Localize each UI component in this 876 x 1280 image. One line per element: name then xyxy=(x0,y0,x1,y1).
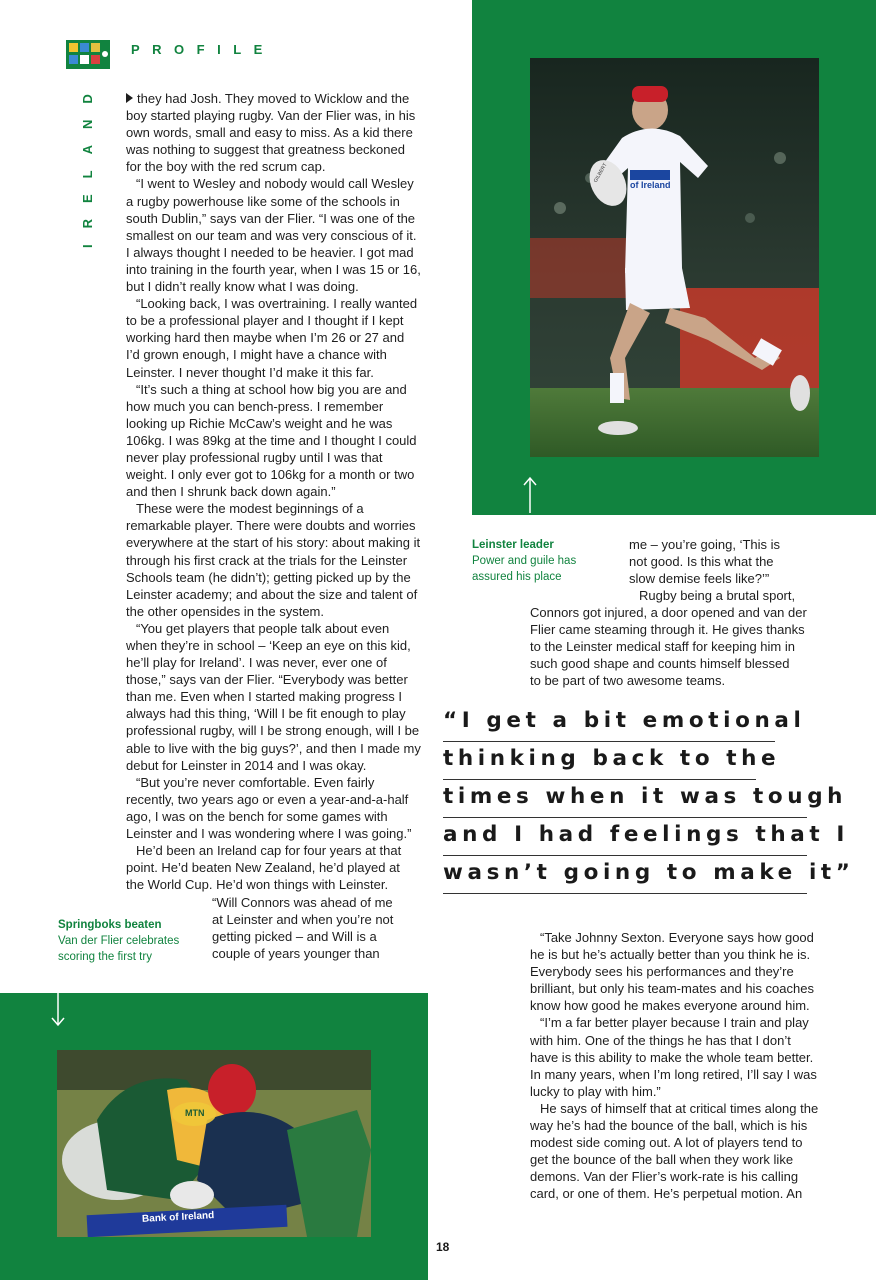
main-column xyxy=(126,90,421,893)
caption-line: assured his place xyxy=(472,571,562,583)
paragraph-4: “It’s such a thing at school how big you are and how much you can bench-press. I remember looking up Richie McCaw’s weight and he was 106kg. I was 89kg at the time and I thought I could never play professional rugby until I was that weight. I only ever got to 106kg for a month or two and then I shrunk back down again.” xyxy=(126,381,417,500)
spine-label: IRELAND xyxy=(80,78,95,248)
main-column-tail xyxy=(212,894,412,962)
jersey-sponsor-text: of Ireland xyxy=(630,180,671,190)
paragraph-6: “You get players that people talk about even when they’re in school – ‘Keep an eye on this kid, he’ll play for Ireland’. I was never, ever one of those,” says van der Flier. “Everybody was better than me. Even when I started making progress I always had this thing, ‘Will I be fit enough to play professional rugby, will I be strong enough, will I be able to live with the big guys?’, and then I made my debut for Leinster in 2014 and I was okay. xyxy=(126,620,421,773)
caption-line: scoring the first try xyxy=(58,951,152,963)
caption-title: Springboks beaten xyxy=(58,919,162,931)
leinster-photo xyxy=(530,58,819,457)
right-lower-column xyxy=(530,929,820,1203)
text-line: not good. Is this what the xyxy=(629,554,774,570)
springboks-photo xyxy=(57,1050,371,1237)
right-upper-short xyxy=(629,536,829,587)
text-line: Connors got injured, a door opened and van der xyxy=(530,605,807,621)
text-line: to the Leinster medical staff for keeping him in xyxy=(530,639,795,655)
tail-line: at Leinster and when you’re not xyxy=(212,912,394,928)
right-upper-paragraph xyxy=(530,587,830,690)
paragraph: He says of himself that at critical times along the way he’s had the bounce of the ball, which is his modest side coming out. A lot of players tend to get the bounce of the ball when they work like demons. Van der Flier’s work-rate is his calling card, or one of them. He’s perpetual motion. An xyxy=(530,1100,819,1202)
paragraph: “I’m a far better player because I train and play with him. One of the things he has that I don’t have is this ability to make the whole team better. In many years, when I’m long retired, I’ll say I was lucky to play with him.” xyxy=(530,1015,817,1099)
text-line: Rugby being a brutal sport, xyxy=(639,588,796,603)
caption-title: Leinster leader xyxy=(472,539,554,551)
paragraph: “Take Johnny Sexton. Everyone says how good he is but he’s actually better than you think he is. Everybody sees his performances and they’re brilliant, but only his team-mates and his coaches know how good he makes everyone around him. xyxy=(530,930,814,1014)
springbok-sponsor-text: MTN xyxy=(185,1108,205,1118)
caption-line: Van der Flier celebrates xyxy=(58,935,180,947)
crest-icon xyxy=(66,40,110,69)
springboks-caption xyxy=(58,917,208,965)
text-line: me – you’re going, ‘This is xyxy=(629,537,781,552)
paragraph-8: He’d been an Ireland cap for four years at that point. He’d beaten New Zealand, he’d played at the World Cup. He’d won things with Leinster. xyxy=(126,843,402,893)
leinster-caption xyxy=(472,537,612,585)
down-arrow-icon xyxy=(50,992,66,1028)
pull-quote-line: thinking back to the xyxy=(443,742,756,780)
page-number: 18 xyxy=(436,1240,450,1254)
pull-quote-line: and I had feelings that I xyxy=(443,818,807,856)
board-text: Bank of Ireland xyxy=(141,1210,215,1225)
right-triangle-bullet-icon xyxy=(126,93,133,103)
up-arrow-icon xyxy=(522,476,538,514)
tail-line: “Will Connors was ahead of me xyxy=(212,895,393,910)
tail-line: getting picked – and Will is a xyxy=(212,929,377,945)
text-line: to be part of two awesome teams. xyxy=(530,673,726,689)
pull-quote-line: times when it was tough xyxy=(443,780,807,818)
tail-line: couple of years younger than xyxy=(212,946,380,962)
ireland-crest-logo xyxy=(66,40,110,69)
pull-quote-line: “I get a bit emotional xyxy=(443,704,775,742)
section-label: PROFILE xyxy=(131,42,275,57)
paragraph-1: they had Josh. They moved to Wicklow and the boy started playing rugby. Van der Flier was, in his own words, small and easy to miss. As a kid there was nothing to suggest that greatness beckoned for the boy with the red scrum cap. xyxy=(126,91,416,175)
ball-text: GILBERT xyxy=(592,162,609,184)
paragraph-5: These were the modest beginnings of a remarkable player. There were doubts and worries everywhere at the start of his story: about making it through his first crack at the trials for the Leinster Schools team (he didn’t); getting picked up by the Leinster academy; and about the size and talent of the other opensides in the system. xyxy=(126,501,421,619)
pull-quote-line: wasn’t going to make it” xyxy=(443,856,807,894)
paragraph-3: “Looking back, I was overtraining. I really wanted to be a professional player and I thought if I kept working hard then maybe when I’m 26 or 27 and I’d grown enough, I might have a chance with Leinster. I never thought I’d make it this far. xyxy=(126,296,418,380)
caption-line: Power and guile has xyxy=(472,555,577,567)
text-line: Flier came steaming through it. He gives thanks xyxy=(530,622,805,638)
text-line: slow demise feels like?’” xyxy=(629,571,770,587)
paragraph-2: “I went to Wesley and nobody would call Wesley a rugby powerhouse like some of the schools in south Dublin,” says van der Flier. “I was one of the smallest on our team and was very conscious of it. I always thought I needed to be heavier. I got mad into training in the fourth year, when I was 15 or 16, but I didn’t really know what I was doing. xyxy=(126,176,421,295)
text-line: such good shape and counts himself blessed xyxy=(530,656,790,672)
paragraph-7: “But you’re never comfortable. Even fairly recently, two years ago or even a year-and-a-half ago, I was on the bench for some games with Leinster and I was wondering where I was going.” xyxy=(126,774,412,842)
